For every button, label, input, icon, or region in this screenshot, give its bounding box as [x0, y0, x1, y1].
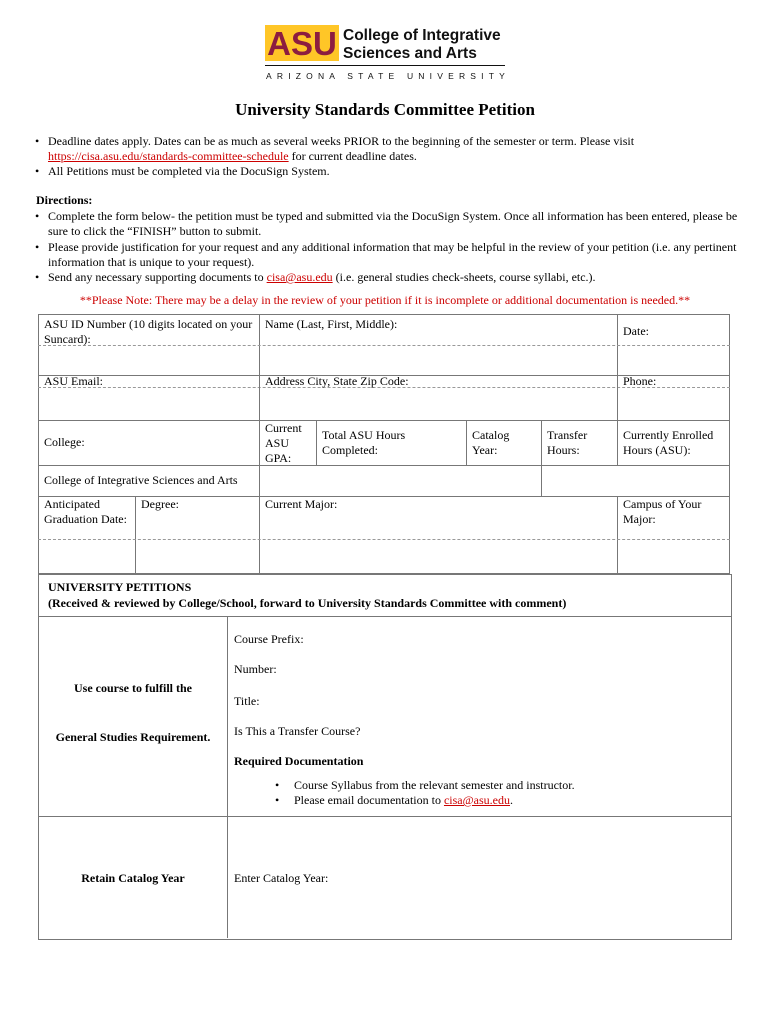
petitions-heading: UNIVERSITY PETITIONS	[48, 580, 192, 594]
asu-logo-letters: ASU	[267, 25, 337, 61]
req-item-2-suffix: .	[510, 793, 513, 807]
req-item-2	[275, 793, 513, 808]
degree-field[interactable]	[136, 541, 259, 573]
req-item-2-text: Please email documentation to	[294, 793, 444, 807]
schedule-link[interactable]: https://cisa.asu.edu/standards-committee-schedule	[48, 149, 289, 163]
campus-field[interactable]	[618, 541, 729, 573]
logo-divider	[265, 65, 505, 66]
name-field[interactable]	[260, 346, 617, 374]
petitions-subheading: (Received & reviewed by College/School, forward to University Standards Committee with comment)	[48, 596, 567, 610]
student-info-form	[38, 314, 730, 574]
transfer-question[interactable]: Is This a Transfer Course?	[234, 724, 361, 738]
email-field[interactable]	[39, 389, 259, 419]
delay-note: **Please Note: There may be a delay in the review of your petition if it is incomplete or additional documentation is needed.**	[79, 293, 691, 307]
asu-logo	[265, 25, 510, 83]
docusign-bullet	[35, 164, 738, 179]
bullet-icon: •	[275, 778, 280, 792]
bullet-icon: •	[35, 270, 40, 284]
address-label: Address City, State Zip Code:	[265, 374, 409, 388]
college-name-line1: College of Integrative	[343, 27, 501, 44]
college-name	[343, 27, 501, 63]
grad-date-field[interactable]	[39, 541, 135, 573]
page-title: University Standards Committee Petition	[235, 100, 535, 119]
bullet-icon: •	[35, 209, 40, 223]
req-item-1-text: Course Syllabus from the relevant semester and instructor.	[294, 778, 575, 792]
retain-catalog-label: Retain Catalog Year	[81, 871, 185, 885]
grad-date-label: Anticipated Graduation Date:	[44, 497, 127, 526]
direction-text-1: Complete the form below- the petition must be typed and submitted via the DocuSign System. Once all information has been entered, please be sure to click the “FINISH” button to submit.	[48, 209, 738, 238]
enter-catalog-year-field[interactable]: Enter Catalog Year:	[234, 871, 329, 885]
college-name-line2: Sciences and Arts	[343, 45, 477, 62]
campus-label: Campus of Your Major:	[623, 497, 702, 526]
catalog-year-label: Catalog Year:	[472, 428, 510, 457]
petitions-header	[48, 579, 566, 611]
university-petitions-section	[38, 574, 732, 940]
address-field[interactable]	[260, 389, 617, 419]
direction-item-1	[35, 209, 738, 239]
date-field[interactable]	[618, 346, 729, 374]
docusign-text: All Petitions must be completed via the DocuSign System.	[48, 164, 330, 178]
bullet-icon: •	[275, 793, 280, 807]
number-label[interactable]: Number:	[234, 662, 277, 676]
enrolled-hours-label: Currently Enrolled Hours (ASU):	[623, 428, 714, 457]
current-major-label: Current Major:	[265, 497, 338, 511]
directions-title: Directions:	[36, 193, 93, 207]
email-label: ASU Email:	[44, 374, 103, 388]
asu-logo-mark	[265, 25, 339, 61]
required-documentation-title: Required Documentation	[234, 754, 364, 768]
email-link[interactable]: cisa@asu.edu	[266, 270, 333, 284]
asu-id-field[interactable]	[39, 346, 259, 374]
direction-text-2: Please provide justification for your request and any additional information that may be helpful in the review of your petition (i.e. any pertinent information that is unique to your request).	[48, 240, 737, 269]
gs-label-line2: General Studies Requirement.	[55, 730, 211, 744]
phone-field[interactable]	[618, 389, 729, 419]
degree-label: Degree:	[141, 497, 179, 511]
asu-id-label: ASU ID Number (10 digits located on your Suncard):	[44, 317, 253, 346]
direction-text-3: Send any necessary supporting documents to	[48, 270, 267, 284]
college-label: College:	[44, 435, 85, 449]
deadline-text: Deadline dates apply. Dates can be as much as several weeks PRIOR to the beginning of the semester or term. Please visit	[48, 134, 635, 148]
university-name: ARIZONA STATE UNIVERSITY	[266, 71, 510, 81]
phone-label: Phone:	[623, 374, 657, 388]
total-hours-label: Total ASU Hours Completed:	[322, 428, 406, 457]
course-prefix-label[interactable]: Course Prefix:	[234, 632, 304, 646]
name-label: Name (Last, First, Middle):	[265, 317, 398, 331]
req-item-1	[275, 778, 575, 793]
transfer-hours-label: Transfer Hours:	[547, 428, 588, 457]
deadline-bullet	[35, 134, 738, 164]
direction-item-3	[35, 270, 738, 285]
title-label[interactable]: Title:	[234, 694, 260, 708]
bullet-icon: •	[35, 240, 40, 254]
direction-item-2	[35, 240, 738, 270]
gpa-label: Current ASU GPA:	[265, 421, 302, 465]
college-value[interactable]: College of Integrative Sciences and Arts	[44, 473, 238, 487]
date-label: Date:	[623, 324, 649, 338]
email-link[interactable]: cisa@asu.edu	[443, 793, 510, 807]
direction-text-3-suffix: (i.e. general studies check-sheets, course syllabi, etc.).	[332, 270, 596, 284]
bullet-icon: •	[35, 134, 40, 148]
deadline-suffix: for current deadline dates.	[288, 149, 417, 163]
bullet-icon: •	[35, 164, 40, 178]
gs-label-line1: Use course to fulfill the	[74, 681, 192, 695]
current-major-field[interactable]	[260, 541, 617, 573]
